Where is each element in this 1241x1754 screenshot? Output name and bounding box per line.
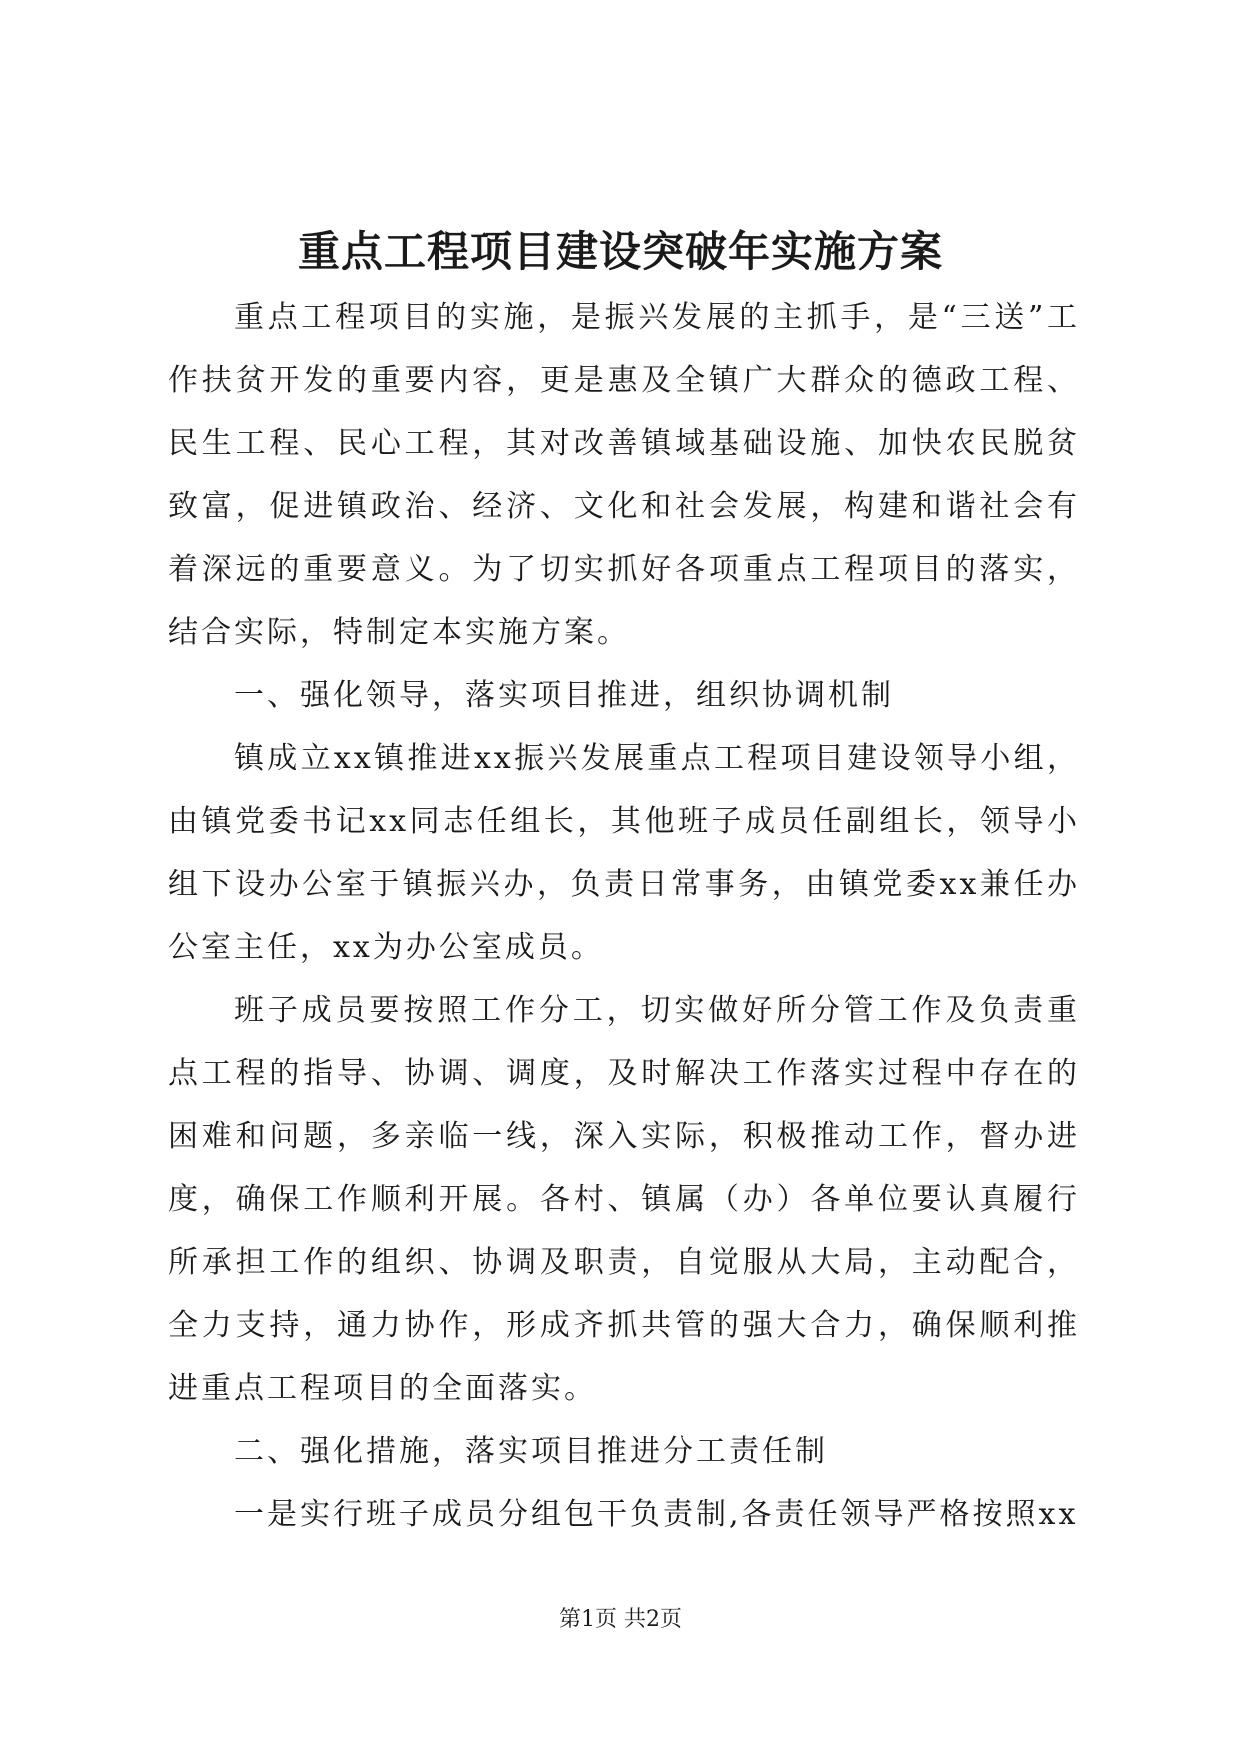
page-footer: 第1页 共2页 — [559, 1607, 682, 1632]
section-heading-2: 二、强化措施，落实项目推进分工责任制 — [234, 1434, 828, 1469]
intro-paragraph: 重点工程项目的实施，是振兴发展的主抓手，是“三送”工作扶贫开发的重要内容，更是惠及全镇广大群众的德政工程、民生工程、民心工程，其对改善镇域基础设施、加快农民脱贫致富，促进镇政治、经济、文化和社会发展，构建和谐社会有着深远的重要意义。为了切实抓好各项重点工程项目的落实，结合实际，特制定本实施方案。 — [168, 300, 1080, 650]
section-2-paragraph-1: 一是实行班子成员分组包干负责制,各责任领导严格按照xx — [234, 1497, 1079, 1532]
section-heading-1: 一、强化领导，落实项目推进，组织协调机制 — [234, 678, 894, 713]
document-body — [168, 286, 1080, 1546]
section-1-paragraph-2: 班子成员要按照工作分工，切实做好所分管工作及负责重点工程的指导、协调、调度，及时解决工作落实过程中存在的困难和问题，多亲临一线，深入实际，积极推动工作，督办进度，确保工作顺利开展。各村、镇属（办）各单位要认真履行所承担工作的组织、协调及职责，自觉服从大局，主动配合，全力支持，通力协作，形成齐抓共管的强大合力，确保顺利推进重点工程项目的全面落实。 — [168, 993, 1080, 1406]
document-title: 重点工程项目建设突破年实施方案 — [297, 227, 943, 276]
section-1-paragraph-1: 镇成立xx镇推进xx振兴发展重点工程项目建设领导小组，由镇党委书记xx同志任组长，其他班子成员任副组长，领导小组下设办公室于镇振兴办，负责日常事务，由镇党委xx兼任办公室主任，xx为办公室成员。 — [168, 741, 1080, 965]
